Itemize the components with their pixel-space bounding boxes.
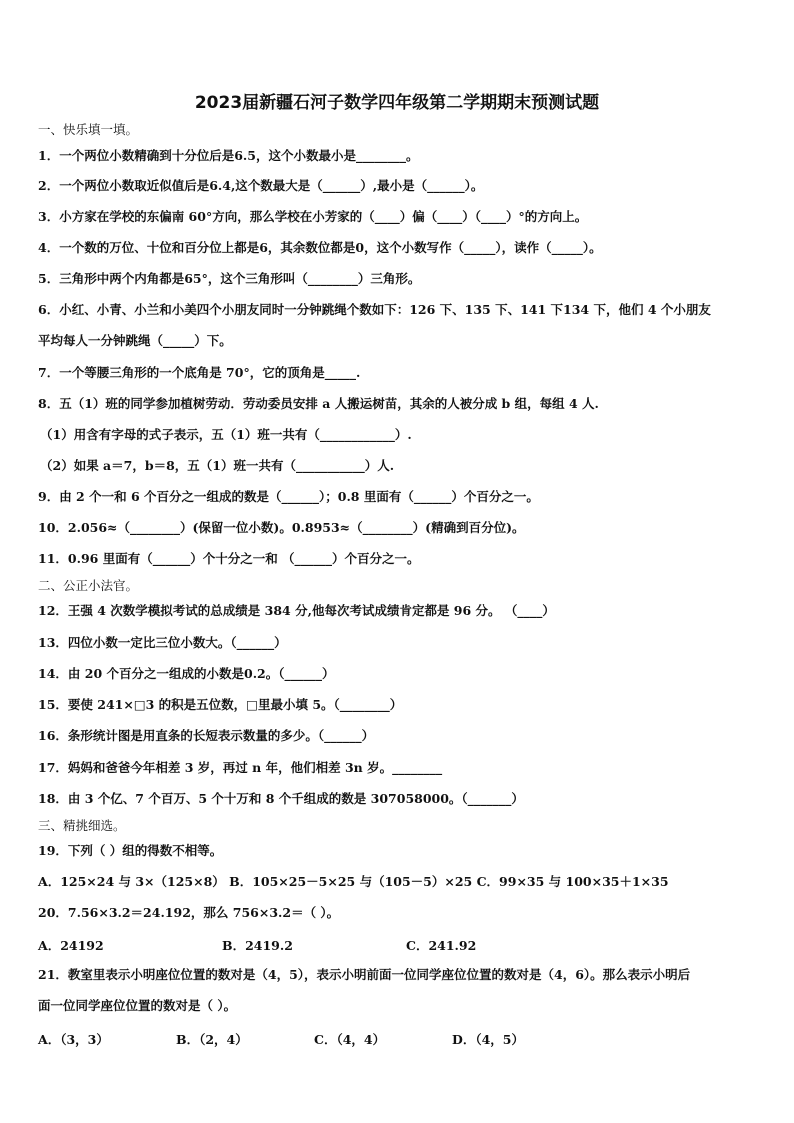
question-3: 3．小方家在学校的东偏南 60°方向，那么学校在小芳家的（____）偏（____）（____）°的方向上。 <box>38 209 588 224</box>
question-21-line-1: 21．教室里表示小明座位位置的数对是（4，5），表示小明前面一位同学座位位置的数对是（4，6）。那么表示小明后 <box>38 967 691 982</box>
question-11: 11．0.96 里面有（______）个十分之一和 （______）个百分之一。 <box>38 551 420 566</box>
question-19-options: A．125×24 与 3×（125×8） B．105×25－5×25 与（105－5）×25 C．99×35 与 100×35＋1×35 <box>38 874 669 889</box>
question-8: 8．五（1）班的同学参加植树劳动．劳动委员安排 a 人搬运树苗，其余的人被分成 b 组，每组 4 人. <box>38 396 599 411</box>
question-20-option-b: B．2419.2 <box>222 938 293 953</box>
question-20-option-c: C．241.92 <box>406 938 477 953</box>
question-21-option-d: D．（4，5） <box>452 1032 524 1047</box>
question-21-option-a: A．（3，3） <box>38 1032 109 1047</box>
question-16: 16．条形统计图是用直条的长短表示数量的多少。（______） <box>38 728 375 743</box>
question-9: 9．由 2 个一和 6 个百分之一组成的数是（______）；0.8 里面有（______）个百分之一。 <box>38 489 539 504</box>
page-title: 2023届新疆石河子数学四年级第二学期期末预测试题 <box>194 93 600 113</box>
question-2: 2．一个两位小数取近似值后是6.4,这个数最大是（______）,最小是（______）。 <box>38 178 484 193</box>
question-21-option-c: C．（4，4） <box>314 1032 386 1047</box>
question-5: 5．三角形中两个内角都是65°，这个三角形叫（________）三角形。 <box>38 271 421 286</box>
question-8-part-1: （1）用含有字母的式子表示，五（1）班一共有（____________）. <box>40 427 412 442</box>
question-19: 19．下列（ ）组的得数不相等。 <box>38 843 223 858</box>
section-heading-1: 一、快乐填一填。 <box>38 122 139 137</box>
question-8-part-2: （2）如果 a＝7，b＝8，五（1）班一共有（___________）人. <box>40 458 395 473</box>
section-heading-3: 三、精挑细选。 <box>38 818 126 833</box>
question-20-option-a: A．24192 <box>38 938 104 953</box>
question-6-line-2: 平均每人一分钟跳绳（_____）下。 <box>38 333 232 348</box>
question-15: 15．要使 241×□3 的积是五位数，□里最小填 5。（________） <box>38 697 403 712</box>
question-14: 14．由 20 个百分之一组成的小数是0.2。（______） <box>38 666 335 681</box>
question-12: 12．王强 4 次数学模拟考试的总成绩是 384 分,他每次考试成绩肯定都是 96 分。 （____） <box>38 603 555 618</box>
question-21-line-2: 面一位同学座位位置的数对是（ ）。 <box>38 998 237 1013</box>
question-1: 1．一个两位小数精确到十分位后是6.5，这个小数最小是________。 <box>38 148 419 163</box>
question-21-option-b: B．（2，4） <box>176 1032 248 1047</box>
question-4: 4．一个数的万位、十位和百分位上都是6，其余数位都是0，这个小数写作（_____），读作（_____）。 <box>38 240 602 255</box>
question-17: 17．妈妈和爸爸今年相差 3 岁，再过 n 年，他们相差 3n 岁。________ <box>38 760 443 775</box>
question-10: 10．2.056≈（________）(保留一位小数)。0.8953≈（________）(精确到百分位)。 <box>38 520 525 535</box>
question-20: 20．7.56×3.2＝24.192，那么 756×3.2＝（ ）。 <box>38 905 340 920</box>
section-heading-2: 二、公正小法官。 <box>38 578 139 593</box>
question-7: 7．一个等腰三角形的一个底角是 70°，它的顶角是_____. <box>38 365 361 380</box>
question-13: 13．四位小数一定比三位小数大。（______） <box>38 635 287 650</box>
question-6-line-1: 6．小红、小青、小兰和小美四个小朋友同时一分钟跳绳个数如下：126 下、135 下、141 下134 下，他们 4 个小朋友 <box>38 302 711 317</box>
question-18: 18．由 3 个亿、7 个百万、5 个十万和 8 个千组成的数是 307058000。（_______） <box>38 791 524 806</box>
